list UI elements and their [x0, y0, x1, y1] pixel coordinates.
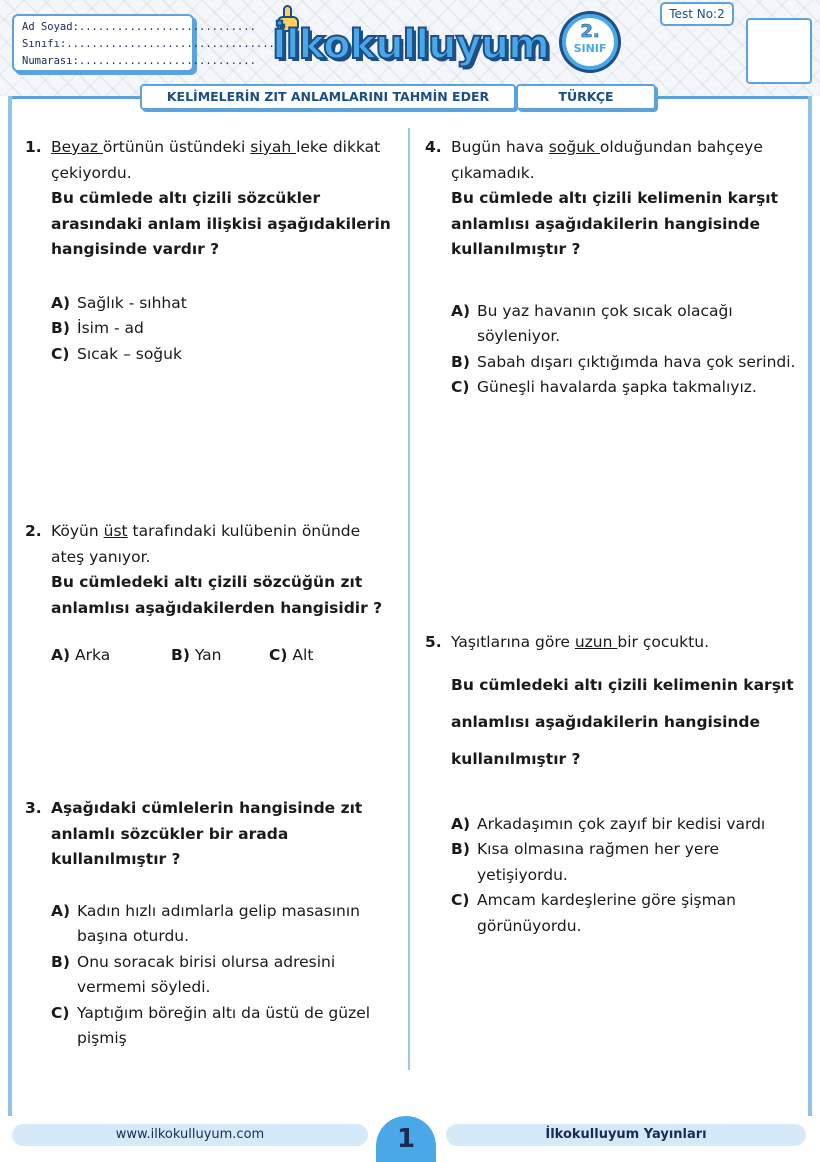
- option-text: Alt: [292, 646, 314, 664]
- question-4: [425, 135, 796, 401]
- logo: [272, 4, 552, 80]
- option-letter: A): [51, 901, 71, 920]
- page-frame-right: [808, 96, 812, 1116]
- option-letter: A): [451, 301, 471, 320]
- question-sentence: [451, 135, 796, 186]
- option-b[interactable]: [451, 350, 796, 376]
- question-number: 4.: [425, 138, 442, 156]
- sentence-text: Köyün: [51, 522, 104, 540]
- option-letter: C): [51, 1003, 70, 1022]
- option-text: Yaptığım böreğin altı da üstü de güzel pişmiş: [77, 1003, 371, 1047]
- question-2: [25, 519, 396, 669]
- option-text: Amcam kardeşlerine göre şişman görünüyordu.: [477, 891, 737, 935]
- option-c[interactable]: [51, 1001, 396, 1052]
- page-number: 1: [376, 1116, 436, 1162]
- sentence-text: leke dikkat çekiyordu.: [51, 138, 381, 182]
- question-sentence: [451, 630, 796, 656]
- column-divider: [408, 128, 410, 1070]
- underlined-word: soğuk: [548, 138, 600, 156]
- sentence-text: örtünün üstündeki: [102, 138, 251, 156]
- sentence-text: Yaşıtlarına göre: [451, 633, 575, 651]
- question-3: [25, 796, 396, 1052]
- option-b[interactable]: [451, 837, 796, 888]
- option-c[interactable]: [451, 888, 796, 939]
- option-letter: C): [51, 344, 70, 363]
- option-letter: C): [451, 891, 470, 909]
- option-letter: B): [451, 352, 470, 371]
- publisher-name: İlkokulluyum Yayınları: [446, 1124, 806, 1146]
- question-1: [25, 135, 396, 367]
- logo-text: İlkokulluyum: [272, 22, 549, 68]
- question-prompt: Bu cümlede altı çizili sözcükler arasındaki anlam ilişkisi aşağıdakilerin hangisinde vardır ?: [51, 189, 391, 258]
- option-text: Sabah dışarı çıktığımda hava çok serindi.: [477, 352, 796, 371]
- topic-label: KELİMELERİN ZIT ANLAMLARINI TAHMİN EDER: [140, 84, 516, 110]
- underlined-word: siyah: [250, 138, 297, 156]
- option-row: [51, 643, 396, 669]
- option-a[interactable]: [51, 643, 171, 669]
- sentence-text: bir çocuktu.: [617, 633, 709, 651]
- subject-label: TÜRKÇE: [516, 84, 656, 110]
- prompt-line: anlamlısı aşağıdakilerin hangisinde: [451, 712, 761, 731]
- question-5: [425, 630, 796, 939]
- question-number: 2.: [25, 522, 42, 540]
- grade-label: SINIF: [573, 42, 607, 55]
- option-c[interactable]: [451, 375, 796, 401]
- option-a[interactable]: [51, 291, 396, 317]
- option-letter: B): [51, 952, 70, 971]
- underlined-word: üst: [103, 522, 128, 540]
- question-number: 3.: [25, 799, 42, 817]
- option-b[interactable]: [171, 643, 269, 669]
- option-b[interactable]: [51, 950, 396, 1001]
- option-text: İsim - ad: [77, 319, 144, 337]
- student-info-box: [12, 14, 282, 72]
- option-letter: A): [51, 293, 71, 312]
- option-letter: B): [51, 319, 70, 337]
- option-text: Sağlık - sıhhat: [77, 293, 187, 312]
- score-box: [746, 18, 812, 84]
- option-a[interactable]: [51, 899, 396, 950]
- option-text: Bu yaz havanın çok sıcak olacağı söyleniyor.: [477, 301, 733, 345]
- option-c[interactable]: [269, 643, 389, 669]
- website-link[interactable]: www.ilkokulluyum.com: [12, 1124, 368, 1146]
- option-text: Arkadaşımın çok zayıf bir kedisi vardı: [477, 814, 766, 833]
- question-number: 5.: [425, 633, 442, 651]
- question-prompt: Aşağıdaki cümlelerin hangisinde zıt anlamlı sözcükler bir arada kullanılmıştır ?: [51, 799, 363, 868]
- sentence-text: olduğundan bahçeye çıkamadık.: [451, 138, 763, 182]
- test-number: Test No:2: [660, 2, 734, 26]
- option-letter: C): [451, 378, 470, 396]
- question-prompt: Bu cümlede altı çizili kelimenin karşıt anlamlısı aşağıdakilerin hangisinde kullanılmıştır ?: [451, 189, 779, 258]
- option-letter: A): [451, 814, 471, 833]
- option-letter: A): [51, 646, 71, 664]
- option-a[interactable]: [451, 812, 796, 838]
- option-b[interactable]: [51, 316, 396, 342]
- option-text: Onu soracak birisi olursa adresini vermemi söyledi.: [77, 952, 336, 996]
- option-text: Kısa olmasına rağmen her yere yetişiyordu.: [477, 840, 720, 884]
- number-field[interactable]: Numarası:............................: [22, 55, 256, 67]
- page-frame-left: [8, 96, 12, 1116]
- option-letter: B): [451, 840, 470, 858]
- sentence-text: tarafındaki kulübenin önünde ateş yanıyor.: [51, 522, 361, 566]
- question-sentence: [51, 135, 396, 186]
- question-prompt: Bu cümledeki altı çizili sözcüğün zıt anlamlısı aşağıdakilerden hangisidir ?: [51, 573, 383, 617]
- option-text: Sıcak – soğuk: [77, 344, 182, 363]
- question-sentence: [51, 519, 396, 570]
- option-text: Yan: [194, 646, 222, 664]
- underlined-word: Beyaz: [51, 138, 103, 156]
- underlined-word: uzun: [574, 633, 618, 651]
- option-text: Güneşli havalarda şapka takmalıyız.: [477, 378, 757, 396]
- option-text: Arka: [75, 646, 111, 664]
- prompt-line: kullanılmıştır ?: [451, 749, 581, 768]
- class-field[interactable]: Sınıfı:..................................: [22, 38, 282, 50]
- grade-badge: [562, 14, 618, 70]
- sentence-text: Bugün hava: [451, 138, 549, 156]
- question-number: 1.: [25, 138, 42, 156]
- prompt-line: Bu cümledeki altı çizili kelimenin karşıt: [451, 675, 794, 694]
- option-a[interactable]: [451, 299, 796, 350]
- option-letter: C): [269, 646, 288, 664]
- grade-number: 2.: [580, 21, 600, 42]
- option-text: Kadın hızlı adımlarla gelip masasının başına oturdu.: [77, 901, 361, 945]
- question-prompt: [451, 667, 796, 778]
- option-letter: B): [171, 646, 190, 664]
- option-c[interactable]: [51, 342, 396, 368]
- name-field[interactable]: Ad Soyad:............................: [22, 21, 256, 33]
